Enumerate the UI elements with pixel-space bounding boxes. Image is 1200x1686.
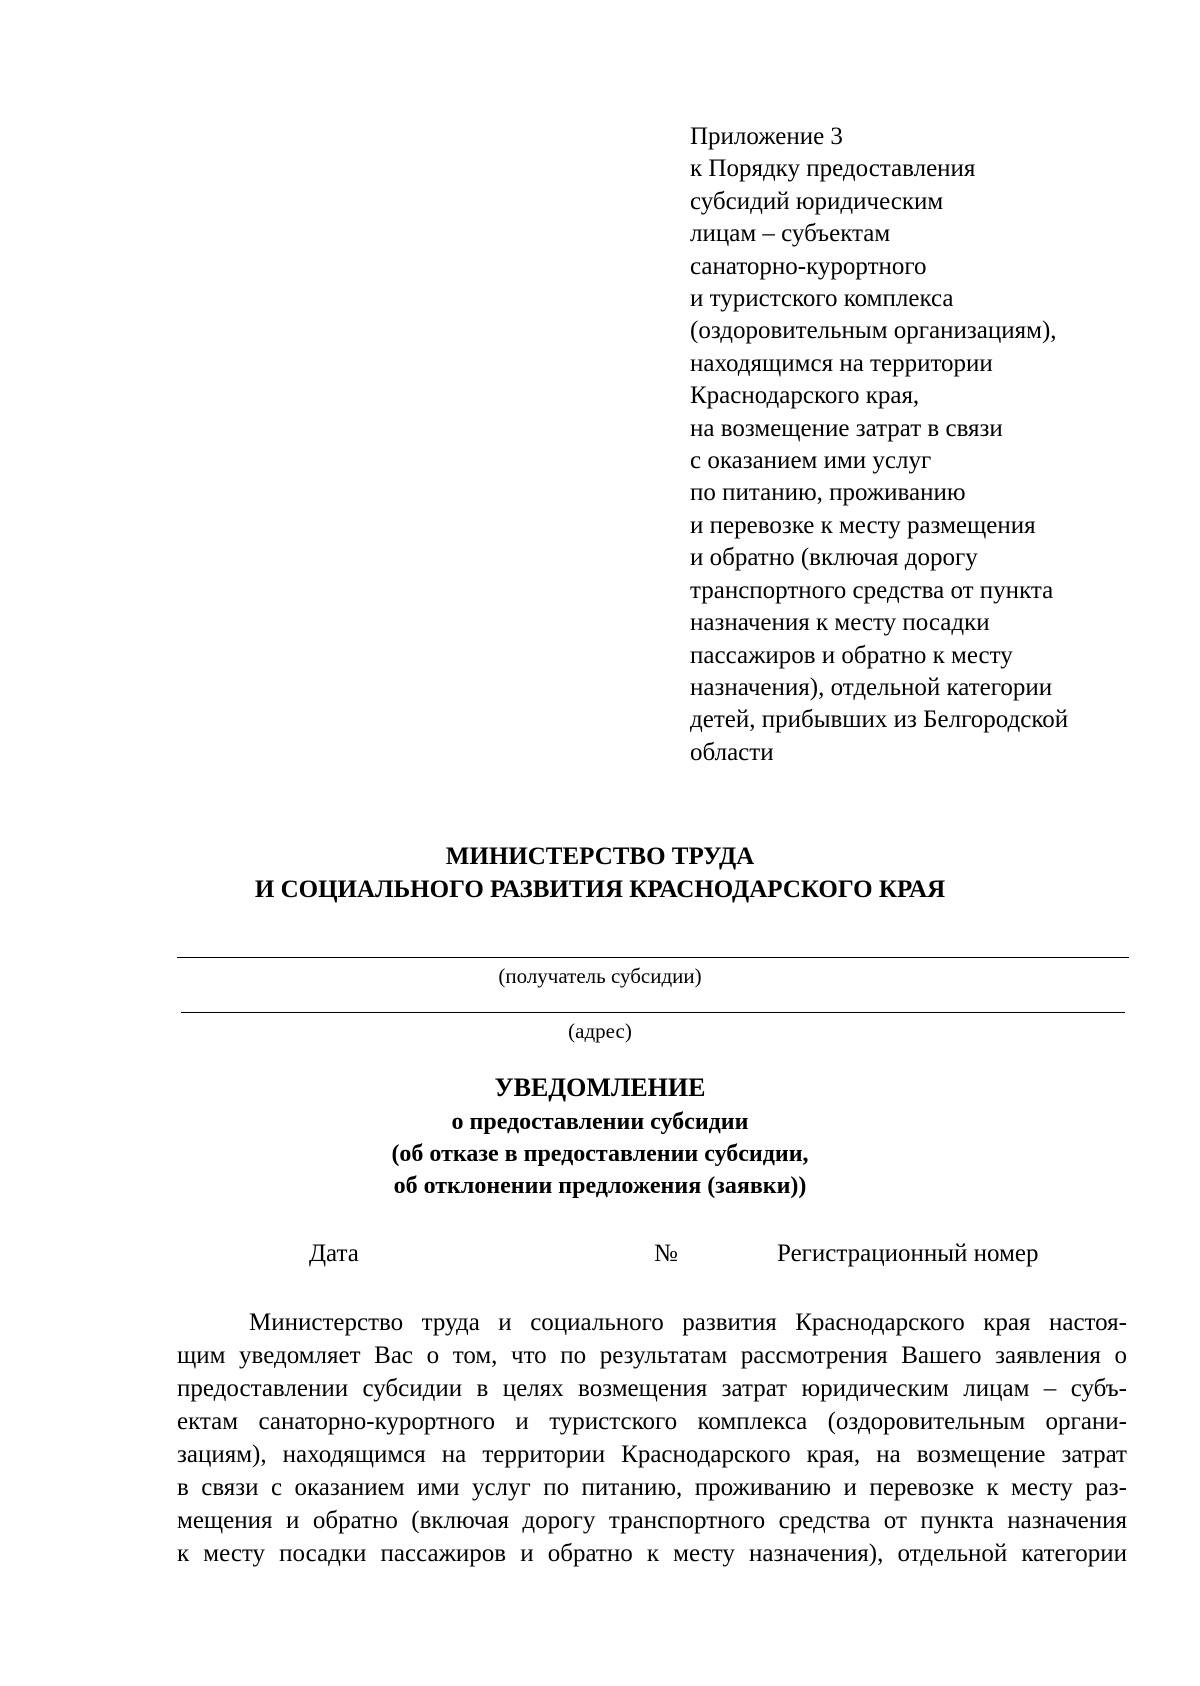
body-line: зациям), находящимся на территории Краснодарского края, на возмещение затрат: [177, 1441, 1127, 1468]
date-label: Дата: [309, 1240, 359, 1267]
appendix-line: и обратно (включая дорогу: [690, 544, 978, 572]
address-blank-line: [181, 1012, 1125, 1013]
appendix-line: на возмещение затрат в связи: [690, 414, 1003, 442]
appendix-line: и перевозке к месту размещения: [690, 511, 1036, 539]
notice-heading: [0, 1070, 1200, 1202]
ministry-heading-line-1: МИНИСТЕРСТВО ТРУДА: [445, 843, 755, 870]
appendix-line: Приложение 3: [690, 123, 843, 150]
address-caption: (адрес): [568, 1019, 632, 1043]
registration-number-label: Регистрационный номер: [777, 1240, 1039, 1267]
appendix-line: Краснодарского края,: [690, 382, 920, 410]
appendix-line: пассажиров и обратно к месту: [690, 641, 1013, 669]
appendix-line: с оказанием ими услуг: [690, 447, 932, 475]
recipient-caption: (получатель субсидии): [498, 964, 702, 988]
appendix-line: детей, прибывших из Белгородской: [690, 706, 1069, 734]
body-line: в связи с оказанием ими услуг по питанию, проживанию и перевозке к месту раз-: [177, 1474, 1127, 1501]
notice-subtitle-3: об отклонении предложения (заявки)): [393, 1173, 807, 1199]
notice-subtitle-2: (об отказе в предоставлении субсидии,: [391, 1141, 809, 1167]
appendix-line: (оздоровительным организациям),: [690, 317, 1057, 345]
body-line: мещения и обратно (включая дорогу транспортного средства от пункта назначения: [177, 1507, 1127, 1534]
ministry-heading: [0, 840, 1200, 906]
body-line: Министерство труда и социального развития Краснодарского края настоя-: [249, 1309, 1127, 1336]
appendix-line: к Порядку предоставления: [690, 155, 976, 183]
appendix-line: по питанию, проживанию: [690, 479, 966, 507]
body-line: ектам санаторно-курортного и туристского комплекса (оздоровительным органи-: [177, 1408, 1127, 1435]
body-line: щим уведомляет Вас о том, что по результатам рассмотрения Вашего заявления о: [177, 1342, 1127, 1369]
body-line: к месту посадки пассажиров и обратно к месту назначения), отдельной категории: [177, 1540, 1127, 1567]
appendix-line: области: [690, 738, 774, 766]
appendix-line: санаторно-курортного: [690, 252, 927, 280]
appendix-line: транспортного средства от пункта: [690, 576, 1054, 604]
notice-subtitle-1: о предоставлении субсидии: [451, 1109, 749, 1135]
appendix-line: находящимся на территории: [690, 349, 993, 377]
number-sign: №: [654, 1240, 678, 1267]
appendix-line: субсидий юридическим: [690, 187, 944, 215]
notice-title: УВЕДОМЛЕНИЕ: [494, 1073, 706, 1102]
ministry-heading-line-2: И СОЦИАЛЬНОГО РАЗВИТИЯ КРАСНОДАРСКОГО КРАЯ: [254, 876, 946, 903]
recipient-blank-line: [177, 957, 1129, 958]
appendix-line: назначения), отдельной категории: [690, 673, 1053, 701]
body-line: предоставлении субсидии в целях возмещения затрат юридическим лицам – субъ-: [177, 1375, 1127, 1402]
appendix-line: и туристского комплекса: [690, 285, 954, 313]
appendix-line: лицам – субъектам: [690, 220, 891, 248]
appendix-block: [690, 121, 1170, 769]
appendix-line: назначения к месту посадки: [690, 609, 990, 637]
notice-body: [177, 1306, 1127, 1570]
